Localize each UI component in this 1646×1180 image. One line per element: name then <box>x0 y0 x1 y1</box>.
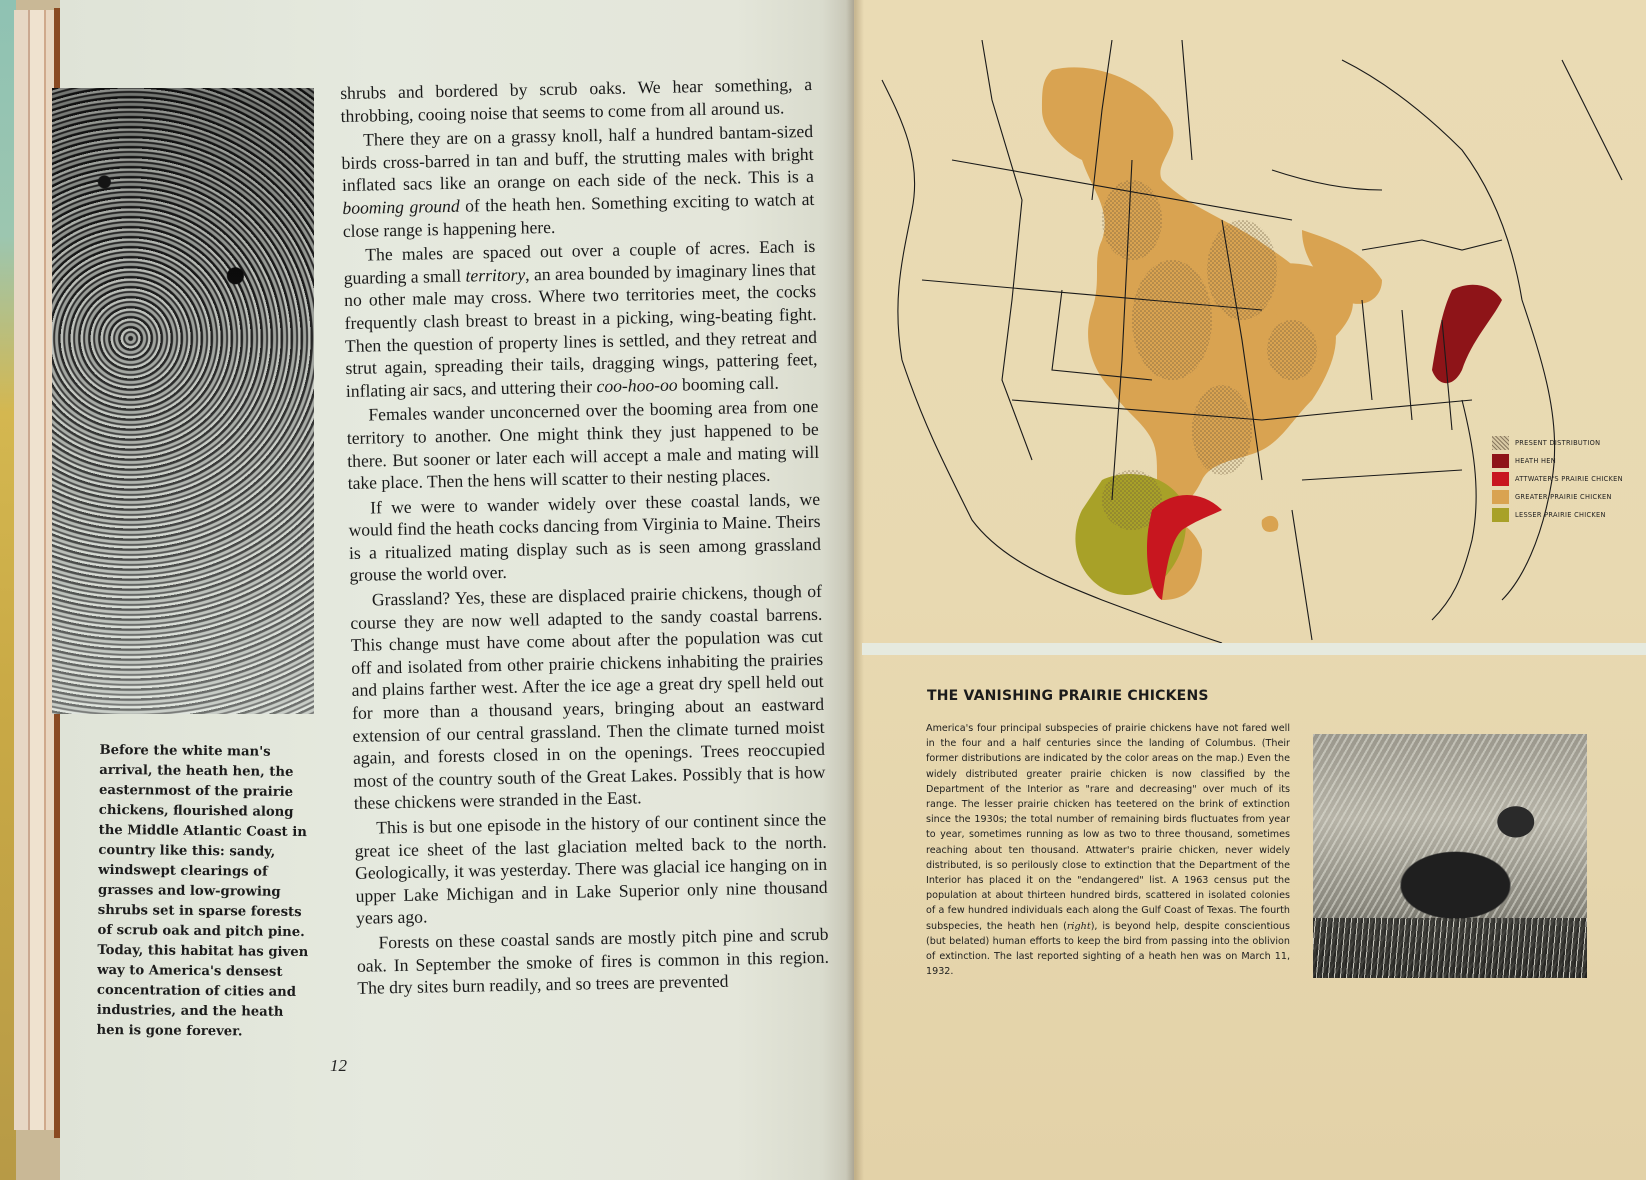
legend-item-lesser: LESSER PRAIRIE CHICKEN <box>1492 506 1642 524</box>
emphasis: coo-hoo-oo <box>596 374 678 396</box>
paragraph: Grassland? Yes, these are displaced prairie chickens, though of course they are now well adapted to the sandy coastal barrens. This change must have come about after the population was cut off and isolated from other prairie chickens inhabiting the prairies and plains farther west. After the ice age a great dry spell held out for more than a thousand years, bringing about an eastward extension of our central grassland. Then the climate turned moist again, and forests closed in on the openings. Trees reoccupied most of the country south of the Great Lakes. Possibly that is how these chickens were stranded in the East. <box>350 580 826 814</box>
section-heading: THE VANISHING PRAIRIE CHICKENS <box>927 688 1209 704</box>
paragraph: This is but one episode in the history of our continent since the great ice sheet of the last glaciation melted back to the north. Geologically, it was yesterday. There was glacial ice hanging on in upper Lake Michigan and in Lake Superior only nine thousand years ago. <box>354 808 828 929</box>
legend-item-heath-hen: HEATH HEN <box>1492 452 1642 470</box>
legend-item-present-distribution: PRESENT DISTRIBUTION <box>1492 434 1642 452</box>
color-swatch-icon <box>1492 454 1509 468</box>
habitat-photo-caption: Before the white man's arrival, the heath hen, the easternmost of the prairie chickens, flourished along the Middle Atlantic Coast in country like this: sandy, windswept clearings of grasses and low-growing shrubs set in sparse forests of scrub oak and pitch pine. Today, this habitat has given way to America's densest concentration of cities and industries, and the heath hen is gone forever. <box>96 742 309 1040</box>
map-divider <box>862 643 1646 655</box>
color-swatch-icon <box>1492 508 1509 522</box>
legend-item-attwaters: ATTWATER'S PRAIRIE CHICKEN <box>1492 470 1642 488</box>
paragraph: Females wander unconcerned over the booming area from one territory to another. One might think they just happened to be there. But sooner or later each will accept a male and mating will take place. Then the hens will scatter to their nesting places. <box>346 396 820 494</box>
paragraph: shrubs and bordered by scrub oaks. We hear something, a throbbing, cooing noise that seems to come from all around us. <box>340 73 813 126</box>
paragraph: If we were to wander widely over these coastal lands, we would find the heath cocks dancing from Virginia to Maine. Theirs is a ritualized mating display such as is seen among grassland grouse the world over. <box>348 488 822 586</box>
habitat-photo <box>52 88 314 714</box>
emphasis: booming ground <box>342 195 460 218</box>
paragraph: There they are on a grassy knoll, half a hundred bantam-sized birds cross-barred in tan and buff, the strutting males with bright inflated sacs like an orange on each side of the neck. This is a booming ground of the heath hen. Something exciting to watch at close range is happening here. <box>341 121 815 241</box>
paragraph: The males are spaced out over a couple of acres. Each is guarding a small territory, an area bounded by imaginary lines that no other male may cross. Where two territories meet, the cocks frequently clash breast to breast in a picking, wing-beating fight. Then the question of property lines is settled, and they retreat and strut again, spreading their tails, dragging wings, pattering feet, inflating air sacs, and uttering their coo-hoo-oo booming call. <box>343 236 818 401</box>
paragraph: Forests on these coastal sands are mostly pitch pine and scrub oak. In September the smoke of fires is common in this region. The dry sites burn readily, and so trees are prevented <box>356 923 830 998</box>
color-swatch-icon <box>1492 472 1509 486</box>
body-text-column <box>340 73 830 1002</box>
section-body-text: America's four principal subspecies of prairie chickens have not fared well in the four and a half centuries since the landing of Columbus. (Their former distributions are indicated by the color areas on the map.) Even the widely distributed greater prairie chicken is now classified by the Department of the Interior as "rare and decreasing" over much of its range. The lesser prairie chicken has teetered on the brink of extinction since the 1930s; the total number of remaining birds fluctuates from year to year, sometimes running as low as two to three thousand, sometimes reaching about ten thousand. Attwater's prairie chicken, never widely distributed, is so perilously close to extinction that the Department of the Interior has placed it on the "endangered" list. A 1963 census put the population at about thirteen hundred birds, scattered in isolated colonies of a few hundred individuals each along the Gulf Coast of Texas. The fourth subspecies, the heath hen (right), is beyond help, despite conscientious (but belated) human efforts to keep the bird from passing into the oblivion of extinction. The last reported sighting of a heath hen was on March 11, 1932. <box>926 723 1290 978</box>
prairie-chicken-range-map <box>862 40 1646 643</box>
map-legend <box>1492 434 1642 524</box>
emphasis: right <box>1066 920 1091 932</box>
page-number: 12 <box>330 1056 347 1075</box>
hatch-swatch-icon <box>1492 436 1509 450</box>
emphasis: territory <box>465 264 526 286</box>
color-swatch-icon <box>1492 490 1509 504</box>
heath-hen-photo <box>1313 734 1587 978</box>
legend-item-greater: GREATER PRAIRIE CHICKEN <box>1492 488 1642 506</box>
